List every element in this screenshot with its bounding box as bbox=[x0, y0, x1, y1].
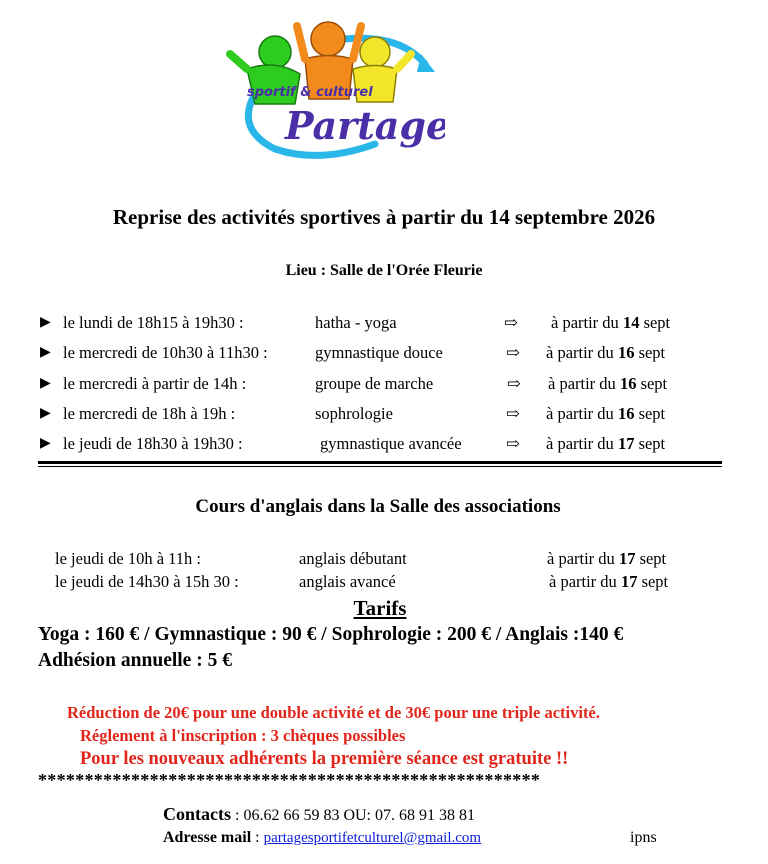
contacts-phones: : 06.62 66 59 83 OU: 07. 68 91 38 81 bbox=[231, 807, 475, 824]
contacts-line bbox=[163, 804, 475, 825]
english-row bbox=[0, 572, 768, 592]
schedule-day: le jeudi de 18h30 à 19h30 : bbox=[63, 434, 243, 453]
schedule-start bbox=[551, 313, 670, 333]
start-month: sept bbox=[635, 549, 667, 568]
start-day: 16 bbox=[619, 374, 637, 393]
start-prefix: à partir du bbox=[548, 374, 620, 393]
bullet-icon: ▶ bbox=[40, 406, 51, 421]
schedule-activity: gymnastique douce bbox=[315, 343, 443, 362]
schedule-row bbox=[0, 404, 768, 424]
start-month: sept bbox=[634, 404, 666, 423]
arrow-right-icon: ⇨ bbox=[504, 313, 518, 332]
arrow-right-icon: ⇨ bbox=[506, 343, 520, 362]
star-separator: ****************************************************** bbox=[38, 770, 541, 790]
start-day: 17 bbox=[618, 549, 636, 568]
english-day: le jeudi de 10h à 11h : bbox=[55, 549, 202, 568]
schedule-day: le mercredi de 10h30 à 11h30 : bbox=[63, 343, 268, 362]
start-prefix: à partir du bbox=[549, 572, 621, 591]
tarifs-title bbox=[0, 596, 760, 621]
start-day: 17 bbox=[617, 434, 635, 453]
logo-name-art: Partage bbox=[285, 103, 445, 148]
english-row bbox=[0, 549, 768, 569]
new-members-note: Pour les nouveaux adhérents la première séance est gratuite !! bbox=[80, 749, 569, 769]
double-rule-top bbox=[38, 461, 722, 464]
email-link[interactable]: partagesportifetculturel@gmail.com bbox=[263, 830, 482, 846]
arrow-right-icon: ⇨ bbox=[506, 404, 520, 423]
arrow-right-icon: ⇨ bbox=[506, 434, 520, 453]
schedule-activity: hatha - yoga bbox=[315, 313, 397, 332]
start-month: sept bbox=[634, 343, 666, 362]
start-day: 16 bbox=[617, 404, 635, 423]
payment-note: Réglement à l'inscription : 3 chèques possibles bbox=[80, 726, 406, 745]
start-month: sept bbox=[636, 374, 668, 393]
bullet-icon: ▶ bbox=[40, 315, 51, 330]
schedule-day: le mercredi de 18h à 19h : bbox=[63, 404, 236, 423]
double-rule-bottom bbox=[38, 466, 722, 467]
ipns-label: ipns bbox=[630, 829, 657, 846]
schedule-row bbox=[0, 434, 768, 454]
english-start bbox=[547, 549, 666, 569]
page-title: Reprise des activités sportives à partir du 14 septembre 2026 bbox=[112, 205, 656, 229]
schedule-day: le lundi de 18h15 à 19h30 : bbox=[63, 313, 244, 332]
logo-graphic bbox=[225, 14, 445, 164]
start-month: sept bbox=[634, 434, 666, 453]
email-label: Adresse mail bbox=[163, 829, 252, 846]
email-line bbox=[163, 829, 481, 847]
schedule-activity: groupe de marche bbox=[315, 374, 434, 393]
english-day: le jeudi de 14h30 à 15h 30 : bbox=[55, 572, 239, 591]
partage-logo bbox=[225, 14, 445, 164]
logo-tagline-art: sportif & culturel bbox=[247, 85, 373, 100]
bullet-icon: ▶ bbox=[40, 376, 51, 391]
english-level: anglais débutant bbox=[299, 549, 407, 568]
annual-membership: Adhésion annuelle : 5 € bbox=[38, 650, 232, 671]
tarifs-prices: Yoga : 160 € / Gymnastique : 90 € / Sophrologie : 200 € / Anglais :140 € bbox=[38, 624, 624, 645]
start-day: 17 bbox=[620, 572, 638, 591]
contacts-label: Contacts bbox=[163, 804, 231, 824]
bullet-icon: ▶ bbox=[40, 345, 51, 360]
email-separator: : bbox=[251, 829, 264, 846]
schedule-activity: sophrologie bbox=[315, 404, 393, 423]
schedule-row bbox=[0, 313, 768, 333]
start-prefix: à partir du bbox=[546, 343, 618, 362]
english-course-title: Cours d'anglais dans la Salle des associations bbox=[195, 496, 561, 517]
english-start bbox=[549, 572, 668, 592]
start-prefix: à partir du bbox=[551, 313, 623, 332]
schedule-day: le mercredi à partir de 14h : bbox=[63, 374, 247, 393]
schedule-start bbox=[546, 343, 665, 363]
schedule-start bbox=[548, 374, 667, 394]
schedule-start bbox=[546, 404, 665, 424]
english-level: anglais avancé bbox=[299, 572, 396, 591]
start-prefix: à partir du bbox=[546, 434, 618, 453]
schedule-activity: gymnastique avancée bbox=[320, 434, 462, 453]
arrow-right-icon: ⇨ bbox=[507, 374, 521, 393]
reduction-note: Réduction de 20€ pour une double activité et de 30€ pour une triple activité. bbox=[67, 703, 600, 722]
start-month: sept bbox=[639, 313, 671, 332]
start-month: sept bbox=[637, 572, 669, 591]
bullet-icon: ▶ bbox=[40, 436, 51, 451]
schedule-start bbox=[546, 434, 665, 454]
start-day: 14 bbox=[622, 313, 640, 332]
tarifs-title-text: Tarifs bbox=[353, 596, 407, 620]
venue: Lieu : Salle de l'Orée Fleurie bbox=[285, 262, 483, 279]
start-prefix: à partir du bbox=[546, 404, 618, 423]
start-prefix: à partir du bbox=[547, 549, 619, 568]
schedule-row bbox=[0, 343, 768, 363]
start-day: 16 bbox=[617, 343, 635, 362]
schedule-row bbox=[0, 374, 768, 394]
